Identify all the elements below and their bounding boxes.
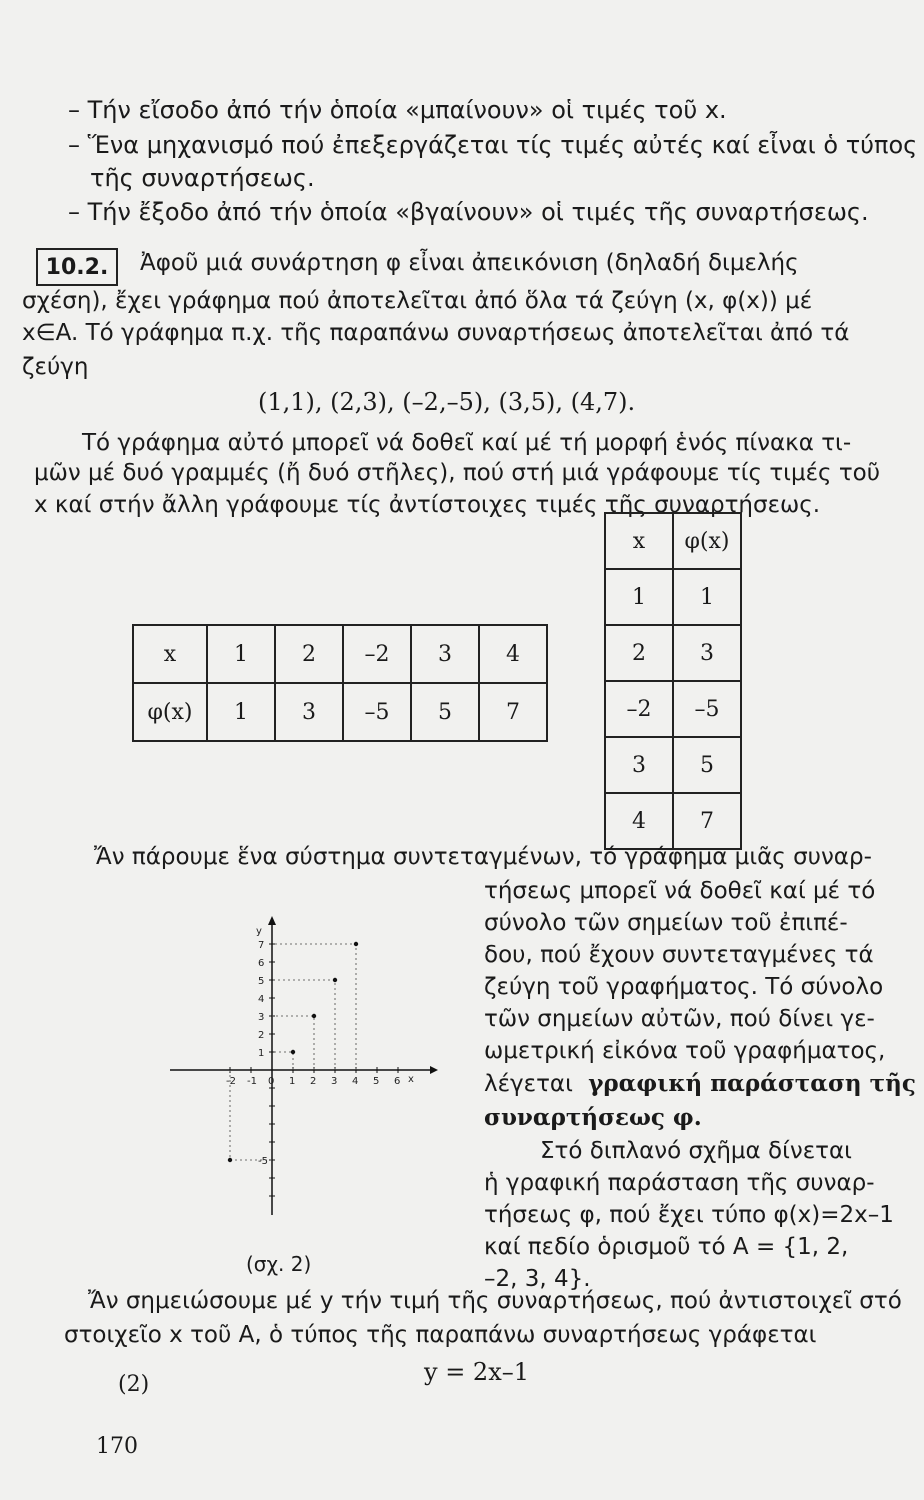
intro-item-input: – Τήν εἴσοδο ἀπό τήν ὁποία «μπαίνουν» οἱ τιμές τοῦ x. (68, 96, 727, 124)
x-tick-label: -1 (247, 1076, 257, 1087)
equation-number: (2) (118, 1372, 150, 1397)
pairs-list: (1,1), (2,3), (–2,–5), (3,5), (4,7). (258, 388, 636, 416)
table-cell: 2 (275, 625, 343, 683)
x-axis-arrow (430, 1066, 438, 1074)
graph-point (228, 1158, 232, 1162)
intro-item-mechanism-cont: τῆς συναρτήσεως. (90, 164, 315, 192)
table-row (605, 681, 741, 737)
graph-points (228, 942, 358, 1162)
section-number: 10.2. (36, 248, 118, 286)
graph-point (312, 1014, 316, 1018)
para2-line-1: Τό γράφημα αὐτό μπορεῖ νά δοθεῖ καί μέ τή μορφή ἑνός πίνακα τι- (82, 430, 852, 456)
x-tick-label: 0 (268, 1076, 275, 1087)
table-row (605, 793, 741, 849)
guide-line (272, 1052, 293, 1070)
table-row (605, 569, 741, 625)
x-tick-label: -2 (226, 1076, 236, 1087)
para1-line-2: σχέση), ἔχει γράφημα πού ἀποτελεῖται ἀπό ὅλα τά ζεύγη (x, φ(x)) μέ (22, 288, 813, 314)
table-cell: 4 (479, 625, 547, 683)
closing-line-1: Ἄν σημειώσουμε μέ y τήν τιμή τῆς συναρτήσεως, πού ἀντιστοιχεῖ στό (88, 1288, 902, 1314)
y-tick-label: 5 (258, 976, 265, 987)
table-cell: 5 (673, 737, 741, 793)
y-tick-label: 1 (258, 1048, 265, 1059)
table-cell: 3 (605, 737, 673, 793)
intro-item-output: – Τήν ἔξοδο ἀπό τήν ὁποία «βγαίνουν» οἱ τιμές τῆς συναρτήσεως. (68, 198, 869, 226)
graph-definition-line (484, 1072, 916, 1096)
called-prefix: λέγεται (484, 1071, 573, 1097)
para1-line-4: ζεύγη (22, 354, 89, 380)
guide-line (272, 944, 356, 1070)
table-cell: –2 (605, 681, 673, 737)
graph-text-line: δου, πού ἔχουν συντεταγμένες τά (484, 942, 874, 968)
table-cell: –5 (343, 683, 411, 741)
table-row (605, 737, 741, 793)
table-cell: 5 (411, 683, 479, 741)
y-axis-label: y (256, 926, 262, 937)
axis-ticks (226, 940, 400, 1196)
x-tick-label: 5 (373, 1076, 380, 1087)
graph-text-line: ωμετρική εἰκόνα τοῦ γραφήματος, (484, 1038, 886, 1064)
graph-point (333, 978, 337, 982)
table-cell: φ(x) (133, 683, 207, 741)
table-cell: x (133, 625, 207, 683)
table-cell: 7 (479, 683, 547, 741)
table-cell: –5 (673, 681, 741, 737)
table-cell: 1 (207, 625, 275, 683)
x-tick-label: 1 (289, 1076, 296, 1087)
table-row (605, 625, 741, 681)
y-tick-label: 3 (258, 1012, 265, 1023)
table-cell: 2 (605, 625, 673, 681)
x-tick-label: 2 (310, 1076, 317, 1087)
table-header-row (605, 513, 741, 569)
table-cell: x (605, 513, 673, 569)
x-tick-label: 6 (394, 1076, 401, 1087)
graph-text-line: σύνολο τῶν σημείων τοῦ ἐπιπέ- (484, 910, 848, 936)
guide-line (272, 1016, 314, 1070)
y-tick-label: 7 (258, 940, 265, 951)
table-cell: 7 (673, 793, 741, 849)
y-tick-label-neg: -5 (258, 1156, 268, 1167)
graph-text-line: τήσεως μπορεῖ νά δοθεῖ καί μέ τό (484, 878, 876, 904)
table-cell: –2 (343, 625, 411, 683)
function-graph-figure (160, 910, 450, 1230)
para1-line-1: Ἀφοῦ μιά συνάρτηση φ εἶναι ἀπεικόνιση (δηλαδή διμελής (140, 250, 799, 276)
intro-item-mechanism: – Ἕνα μηχανισμό πού ἐπεξεργάζεται τίς τιμές αὐτές καί εἶναι ὁ τύπος (68, 131, 918, 159)
equation: y = 2x–1 (424, 1358, 529, 1386)
figure-text-line: Στό διπλανό σχῆμα δίνεται (540, 1138, 852, 1164)
figure-text-line: –2, 3, 4}. (484, 1266, 591, 1292)
table-cell: 3 (673, 625, 741, 681)
table-cell: 3 (275, 683, 343, 741)
table-row-phi (133, 683, 547, 741)
x-tick-label: 4 (352, 1076, 359, 1087)
x-tick-label: 3 (331, 1076, 338, 1087)
graph-text-line: ζεύγη τοῦ γραφήματος. Τό σύνολο (484, 974, 884, 1000)
figure-text-line: τήσεως φ, πού ἔχει τύπο φ(x)=2x–1 (484, 1202, 894, 1228)
table-cell: 4 (605, 793, 673, 849)
closing-line-2: στοιχεῖο x τοῦ A, ὁ τύπος τῆς παραπάνω συναρτήσεως γράφεται (64, 1322, 817, 1348)
guide-line (272, 980, 335, 1070)
table-cell: 1 (605, 569, 673, 625)
y-tick-label: 4 (258, 994, 265, 1005)
y-tick-label: 2 (258, 1030, 265, 1041)
para2-line-2: μῶν μέ δυό γραμμές (ἤ δυό στῆλες), πού στή μιά γράφουμε τίς τιμές τοῦ (34, 460, 881, 486)
definition-term: γραφική παράσταση τῆς (588, 1070, 916, 1097)
table-cell: 1 (207, 683, 275, 741)
y-axis-arrow (268, 916, 276, 925)
graph-point (354, 942, 358, 946)
graph-intro-line: Ἄν πάρουμε ἕνα σύστημα συντεταγμένων, τό γράφημα μιᾶς συναρ- (94, 844, 872, 870)
figure-text-line: καί πεδίο ὁρισμοῦ τό A = {1, 2, (484, 1234, 849, 1260)
figure-caption: (σχ. 2) (246, 1252, 312, 1276)
table-cell: φ(x) (673, 513, 741, 569)
x-axis-label: x (408, 1074, 414, 1085)
definition-term-cont: συναρτήσεως φ. (484, 1104, 702, 1131)
vertical-values-table (604, 512, 742, 850)
table-cell: 3 (411, 625, 479, 683)
y-tick-label: 6 (258, 958, 265, 969)
table-cell: 1 (673, 569, 741, 625)
para1-line-3: x∈A. Τό γράφημα π.χ. τῆς παραπάνω συναρτήσεως ἀποτελεῖται ἀπό τά (22, 320, 850, 346)
graph-point (291, 1050, 295, 1054)
graph-text-line: τῶν σημείων αὐτῶν, πού δίνει γε- (484, 1006, 875, 1032)
horizontal-values-table (132, 624, 548, 742)
figure-text-line: ἡ γραφική παράσταση τῆς συναρ- (484, 1170, 875, 1196)
table-row-x (133, 625, 547, 683)
para2-line-3: x καί στήν ἄλλη γράφουμε τίς ἀντίστοιχες τιμές τῆς συναρτήσεως. (34, 492, 821, 518)
page-number: 170 (96, 1434, 138, 1459)
